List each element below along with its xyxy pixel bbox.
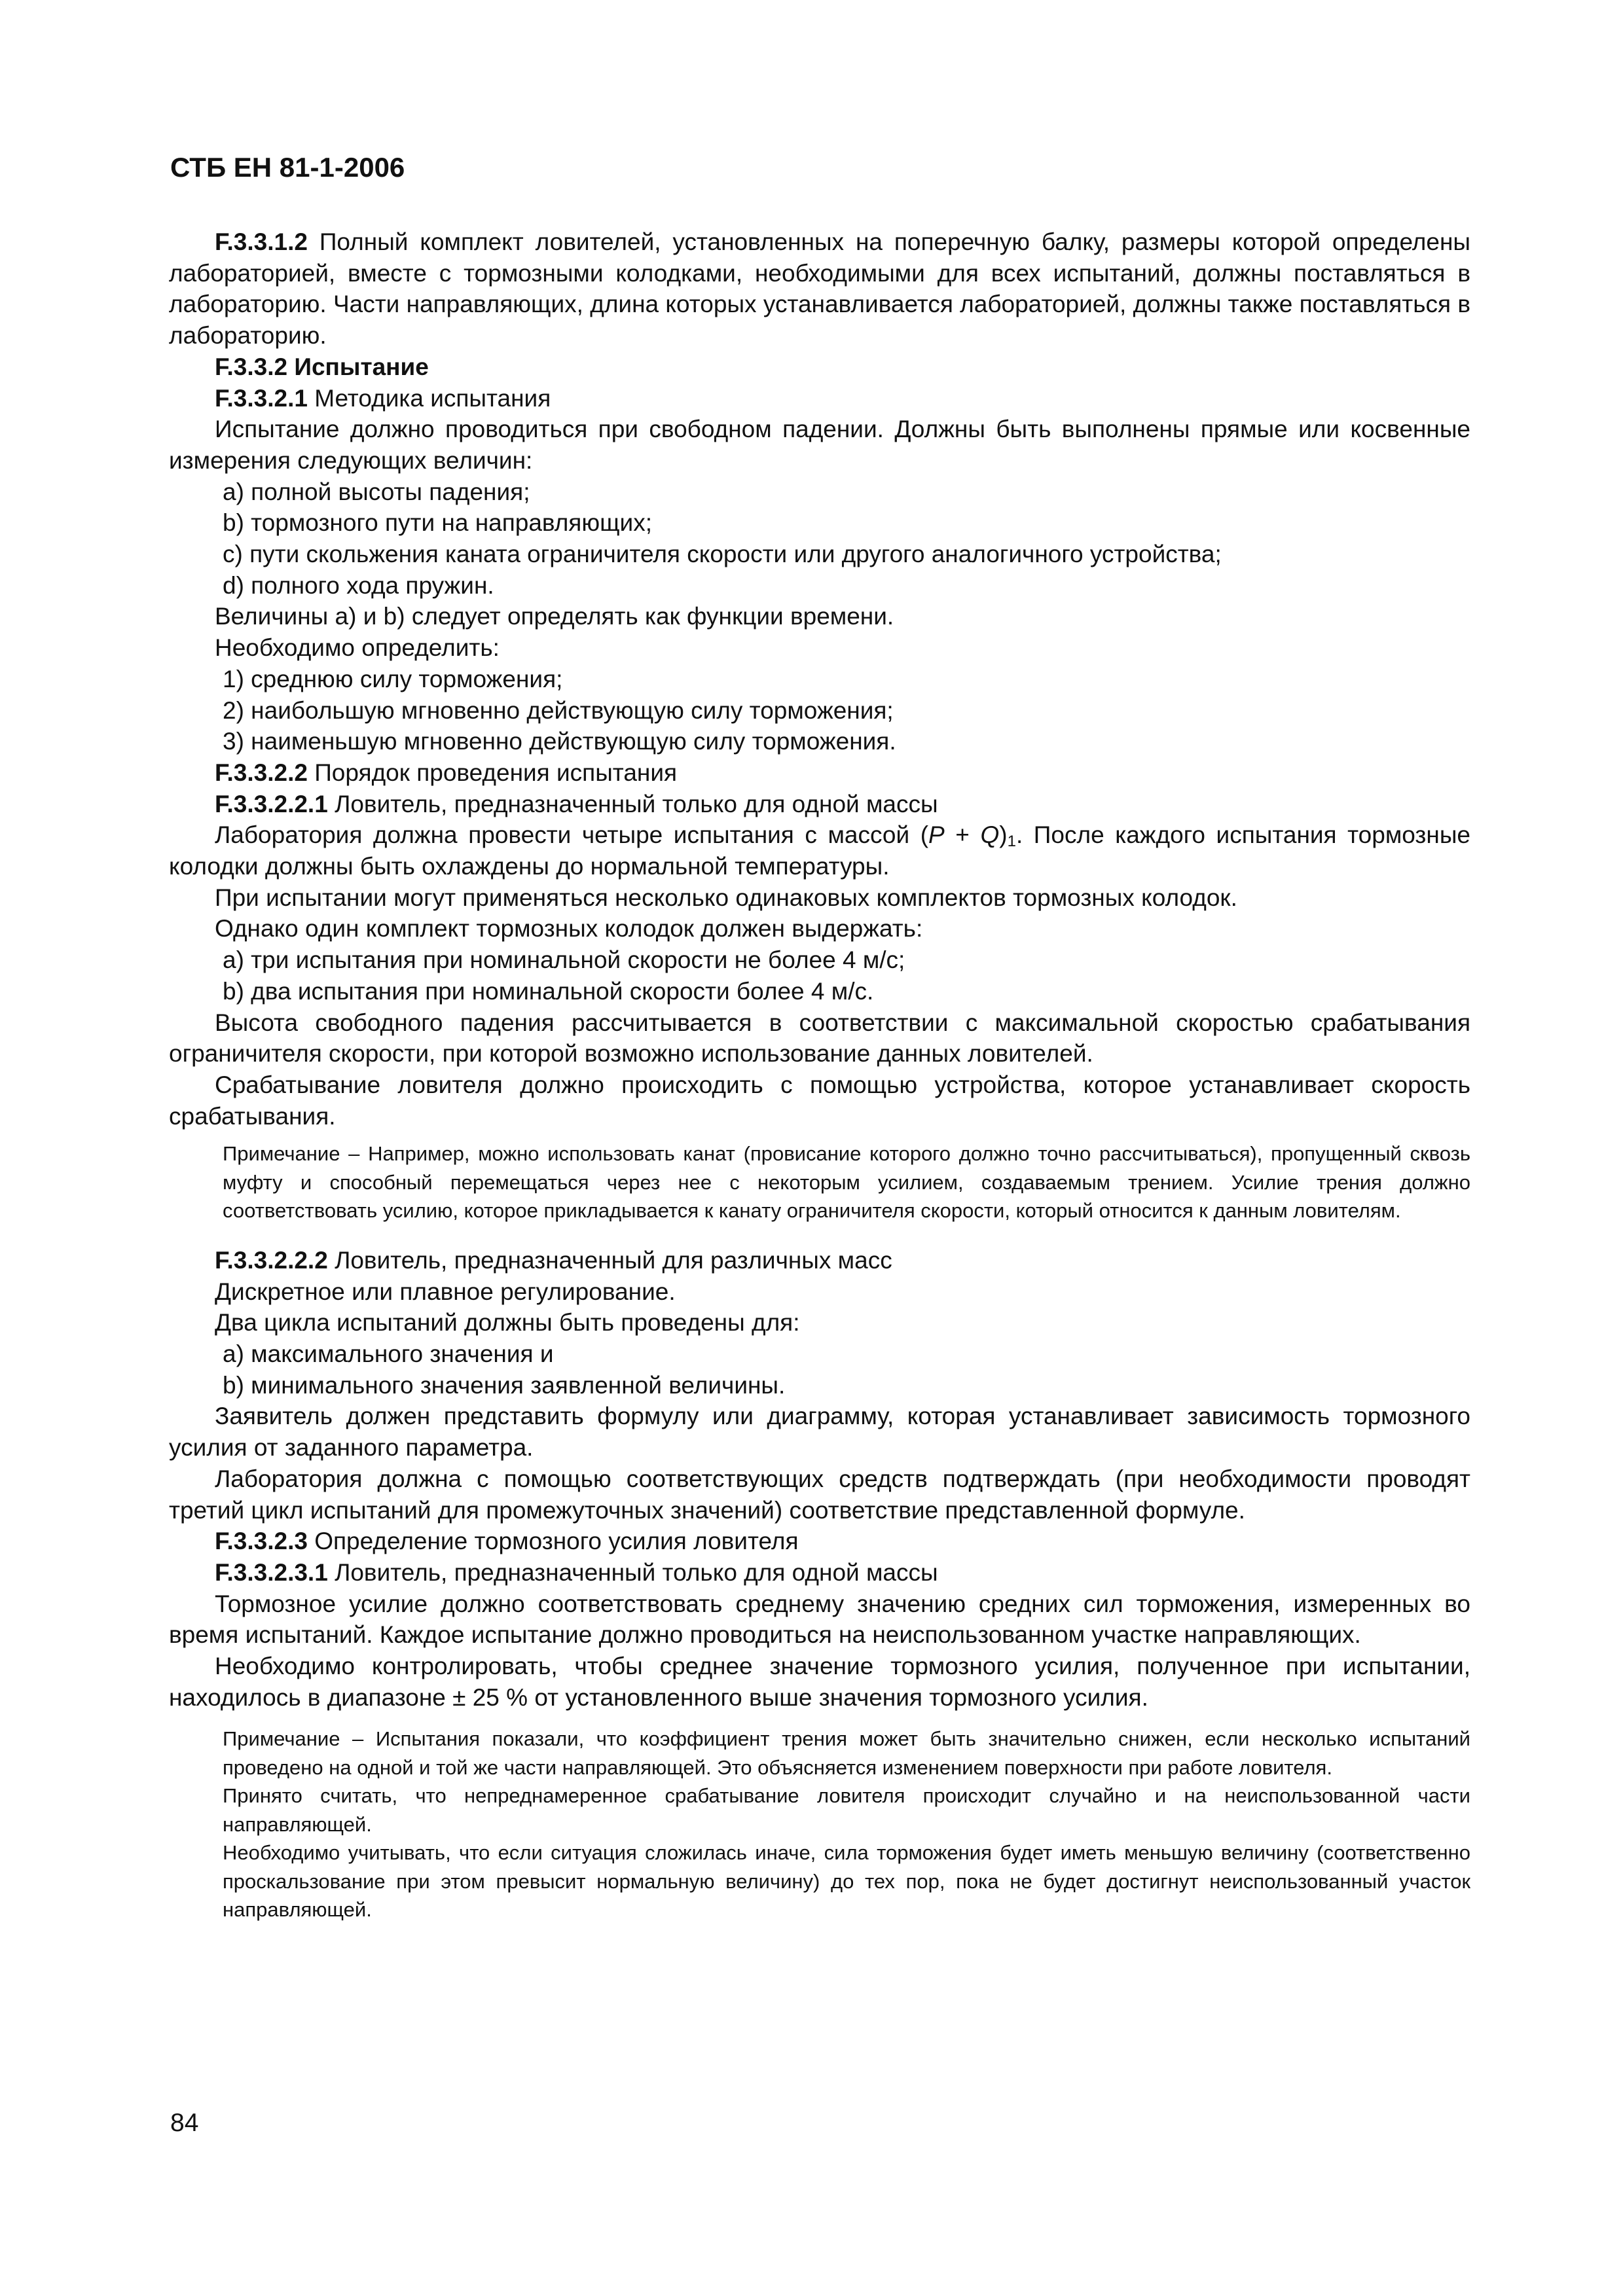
note-block <box>223 1139 1470 1225</box>
clause-f3321 <box>169 383 1470 414</box>
clause-f3312 <box>169 226 1470 351</box>
list-item: d) полного хода пружин. <box>223 571 494 599</box>
clause-number: F.3.3.1.2 <box>215 228 308 255</box>
clause-f3323 <box>169 1526 1470 1557</box>
list-item: 2) наибольшую мгновенно действующую силу торможения; <box>223 696 894 724</box>
paragraph: Необходимо определить: <box>215 634 500 662</box>
paragraph: Дискретное или плавное регулирование. <box>215 1278 676 1305</box>
clause-f3322 <box>169 757 1470 789</box>
paragraph: Заявитель должен представить формулу или диаграмму, которая устанавливает зависимость тормозного усилия от заданного параметра. <box>169 1403 1470 1462</box>
document-body <box>169 226 1470 1924</box>
text-run: Лаборатория должна провести четыре испытания с массой ( <box>215 821 929 849</box>
clause-f33221 <box>169 789 1470 820</box>
paragraph: Однако один комплект тормозных колодок должен выдержать: <box>215 915 923 942</box>
clause-text: Ловитель, предназначенный только для одной массы <box>327 790 938 817</box>
note-text: Принято считать, что непреднамеренное срабатывание ловителя происходит случайно и на неиспользованной части направляющей. <box>223 1784 1470 1836</box>
clause-f33231 <box>169 1557 1470 1588</box>
list-item: c) пути скольжения каната ограничителя скорости или другого аналогичного устройства; <box>223 541 1222 568</box>
paragraph: Величины a) и b) следует определять как функции времени. <box>215 603 894 630</box>
symbol-p: P <box>928 821 945 849</box>
list-item: b) тормозного пути на направляющих; <box>223 509 652 537</box>
paragraph: Два цикла испытаний должны быть проведены для: <box>215 1309 800 1336</box>
clause-number: F.3.3.2.2 <box>215 759 308 786</box>
text-run: . После каждого испытания тормозные колодки должны быть охлаждены до нормальной температуры. <box>169 821 1471 880</box>
clause-number: F.3.3.2.2.2 <box>215 1246 328 1274</box>
clause-number: F.3.3.2.1 <box>215 384 308 412</box>
clause-text: Ловитель, предназначенный только для одной массы <box>327 1558 938 1586</box>
text-run: + <box>944 821 981 849</box>
list-item: a) полной высоты падения; <box>223 478 530 505</box>
paragraph: Срабатывание ловителя должно происходить с помощью устройства, которое устанавливает скорость срабатывания. <box>169 1071 1470 1130</box>
list-item: a) три испытания при номинальной скорости не более 4 м/с; <box>223 946 905 974</box>
paragraph-mass-tests <box>169 819 1470 882</box>
clause-number: F.3.3.2.3 <box>215 1528 308 1555</box>
note-block <box>223 1725 1470 1924</box>
text-run: ) <box>999 821 1008 849</box>
list-item: b) два испытания при номинальной скорости более 4 м/с. <box>223 977 874 1005</box>
note-text: Примечание – Например, можно использовать канат (провисание которого должно точно рассчитываться), пропущенный сквозь муфту и способный перемещаться через нее с некоторым усилием, создаваемым трением. Усилие трения должно соответствовать усилию, которое прикладывается к канату ограничителя скорости, который относится к данным ловителям. <box>223 1142 1470 1223</box>
paragraph: Необходимо контролировать, чтобы среднее значение тормозного усилия, полученное при испытании, находилось в диапазоне ± 25 % от установленного выше значения тормозного усилия. <box>169 1653 1470 1711</box>
list-item: 1) среднюю силу торможения; <box>223 665 563 692</box>
clause-text: Полный комплект ловителей, установленных на поперечную балку, размеры которой определены лабораторией, вместе с тормозными колодками, необходимыми для всех испытаний, должны поставляться в лабораторию. Части направляющих, длина которых устанавливается лабораторией, должны также поставляться в лабораторию. <box>169 228 1470 350</box>
list-item: 3) наименьшую мгновенно действующую силу торможения. <box>223 728 896 755</box>
list-item: b) минимального значения заявленной величины. <box>223 1371 786 1399</box>
note-text: Необходимо учитывать, что если ситуация сложилась иначе, сила торможения будет иметь меньшую величину (соответственно проскальзование при этом превысит нормальную величину) до тех пор, пока не будет достигнут неиспользованный участок направляющей. <box>223 1841 1470 1922</box>
document-code-header: СТБ ЕН 81-1-2006 <box>170 152 405 183</box>
page-number: 84 <box>170 2109 199 2137</box>
clause-text: Определение тормозного усилия ловителя <box>307 1528 799 1555</box>
clause-text: Ловитель, предназначенный для различных масс <box>327 1246 892 1274</box>
paragraph: При испытании могут применяться несколько одинаковых комплектов тормозных колодок. <box>215 884 1237 911</box>
clause-text: Порядок проведения испытания <box>307 759 678 786</box>
symbol-q: Q <box>980 821 1000 849</box>
paragraph: Высота свободного падения рассчитывается в соответствии с максимальной скоростью срабатывания ограничителя скорости, при которой возможно использование данных ловителей. <box>169 1009 1470 1067</box>
clause-text: Методика испытания <box>307 384 551 412</box>
clause-number: F.3.3.2.2.1 <box>215 790 328 817</box>
list-item: a) максимального значения и <box>223 1340 554 1367</box>
clause-f33222 <box>169 1245 1470 1276</box>
heading-f332: F.3.3.2 Испытание <box>215 353 429 380</box>
note-text: Примечание – Испытания показали, что коэффициент трения может быть значительно снижен, если несколько испытаний проведено на одной и той же части направляющей. Это объясняется изменением поверхности при работе ловителя. <box>223 1727 1470 1779</box>
subscript: 1 <box>1007 833 1016 851</box>
paragraph: Лаборатория должна с помощью соответствующих средств подтверждать (при необходимости проводят третий цикл испытаний для промежуточных значений) соответствие представленной формуле. <box>169 1465 1470 1524</box>
clause-number: F.3.3.2.3.1 <box>215 1558 328 1586</box>
paragraph: Тормозное усилие должно соответствовать среднему значению средних сил торможения, измеренных во время испытаний. Каждое испытание должно проводиться на неиспользованном участке направляющих. <box>169 1590 1470 1649</box>
paragraph: Испытание должно проводиться при свободном падении. Должны быть выполнены прямые или косвенные измерения следующих величин: <box>169 416 1470 474</box>
